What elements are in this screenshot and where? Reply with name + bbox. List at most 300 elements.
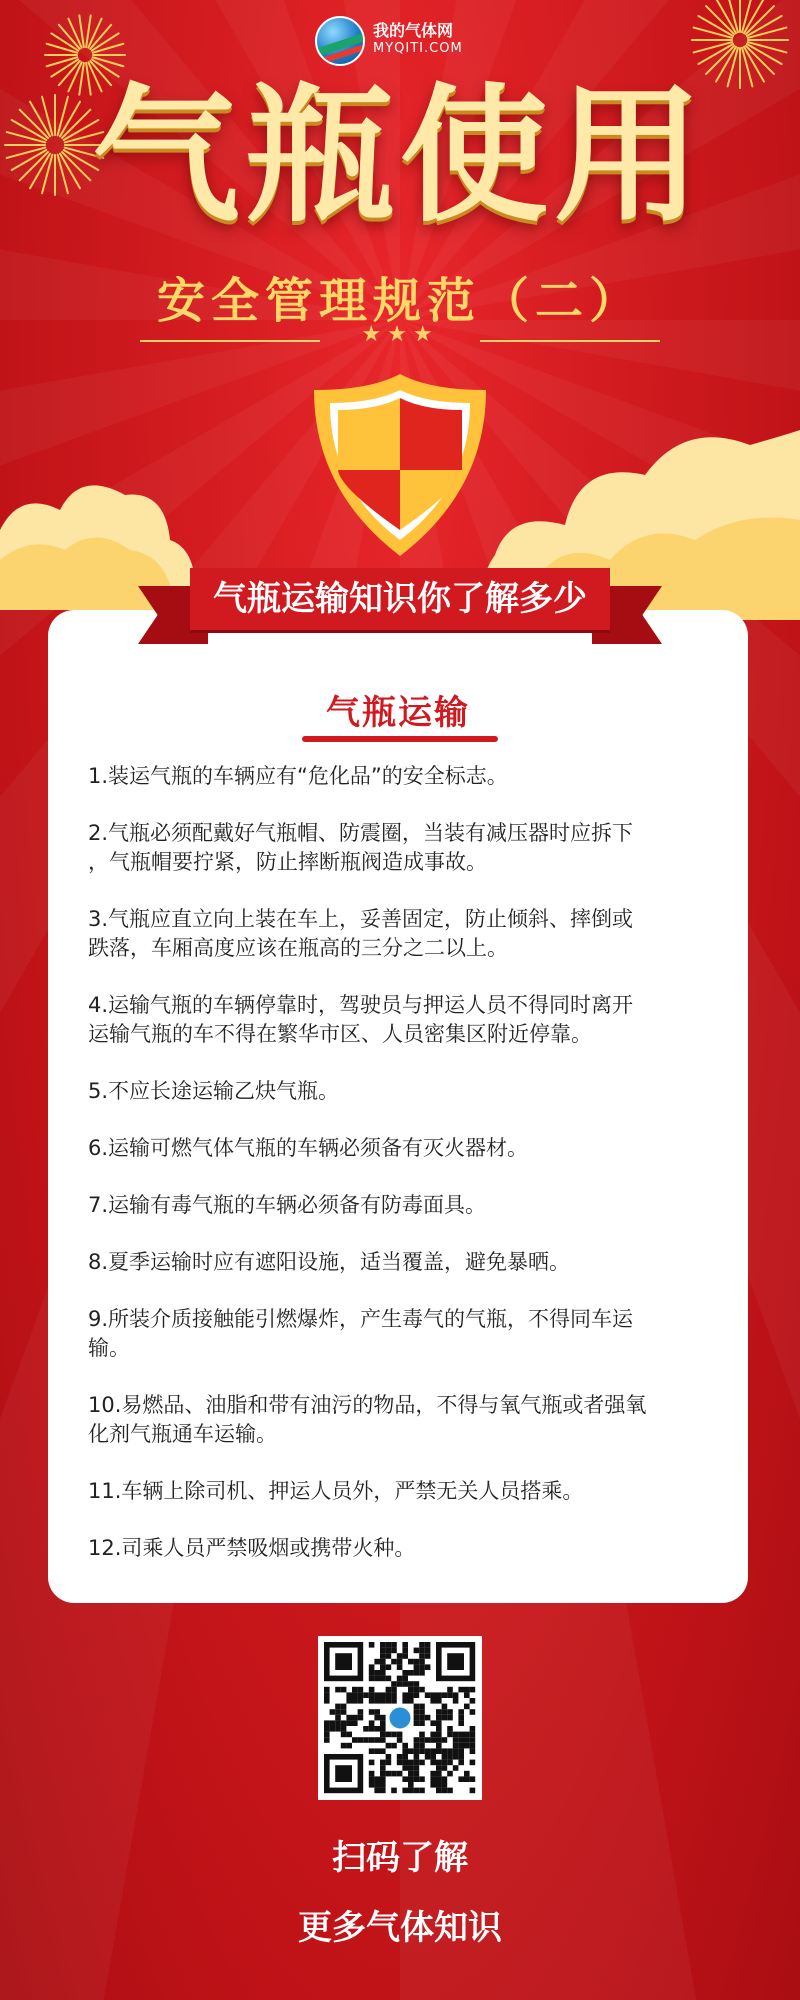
rule-line: 9.所装介质接触能引燃爆炸，产生毒气的气瓶，不得同车运 [88,1307,634,1331]
qr-module [408,1748,414,1754]
qr-module [380,1664,386,1670]
qr-module [335,1720,341,1726]
qr-module [458,1743,464,1749]
rule-item [88,819,728,877]
qr-module [369,1664,375,1670]
qr-module [369,1698,375,1704]
qr-module [346,1720,352,1726]
qr-module [391,1743,397,1749]
qr-module [414,1670,420,1676]
rule-line: 运输气瓶的车不得在繁华市区、人员密集区附近停靠。 [88,1022,592,1046]
qr-module [436,1715,442,1721]
qr-module [397,1737,403,1743]
qr-module [430,1692,436,1698]
qr-module [464,1704,470,1710]
qr-module [380,1776,386,1782]
page-title: 气瓶使用 [92,68,708,242]
qr-module [408,1782,414,1788]
qr-module [414,1765,420,1771]
qr-module [380,1737,386,1743]
qr-module [386,1698,392,1704]
qr-module [436,1748,442,1754]
qr-module [374,1698,380,1704]
qr-module [458,1754,464,1760]
qr-module [453,1698,459,1704]
qr-module [380,1670,386,1676]
qr-module [397,1681,403,1687]
qr-module [470,1698,476,1704]
firework-spark [746,6,774,34]
qr-module [402,1698,408,1704]
cta-line-1: 扫码了解 [332,1838,468,1878]
qr-module [419,1704,425,1710]
qr-module [341,1732,347,1738]
qr-module [436,1760,442,1766]
qr-module [414,1748,420,1754]
rule-line: 输。 [88,1336,130,1360]
rule-line: 2.气瓶必须配戴好气瓶帽、防震圈，当装有减压器时应拆下 [88,821,634,845]
qr-module [425,1692,431,1698]
qr-module [397,1771,403,1777]
rule-line: 4.运输气瓶的车辆停靠时，驾驶员与押运人员不得同时离开 [88,993,634,1017]
qr-module [464,1692,470,1698]
qr-module [386,1664,392,1670]
qr-module [464,1776,470,1782]
qr-module [374,1748,380,1754]
qr-module [414,1754,420,1760]
qr-module [374,1737,380,1743]
qr-module [330,1709,336,1715]
qr-module [419,1737,425,1743]
qr-module [374,1776,380,1782]
qr-module [436,1788,442,1794]
qr-module [402,1670,408,1676]
qr-module [346,1732,352,1738]
qr-module [408,1681,414,1687]
qr-module [369,1782,375,1788]
qr-module [352,1720,358,1726]
qr-module [369,1687,375,1693]
qr-module [430,1732,436,1738]
qr-module [430,1748,436,1754]
qr-module [425,1653,431,1659]
qr-module [380,1771,386,1777]
qr-module [470,1743,476,1749]
rule-line: 11.车辆上除司机、押运人员外，严禁无关人员搭乘。 [88,1479,584,1503]
qr-module [374,1676,380,1682]
rule-item [88,905,728,963]
qr-module [391,1687,397,1693]
qr-module [419,1670,425,1676]
qr-module [442,1776,448,1782]
qr-module [380,1748,386,1754]
globe-logo-icon [315,16,365,66]
qr-module [341,1687,347,1693]
qr-module [374,1782,380,1788]
qr-module [470,1760,476,1766]
ribbon-label: 气瓶运输知识你了解多少 [213,579,587,619]
qr-module [391,1698,397,1704]
qr-module [425,1715,431,1721]
qr-module [408,1776,414,1782]
qr-module [442,1748,448,1754]
qr-module [447,1760,453,1766]
qr-module [408,1670,414,1676]
qr-module [330,1720,336,1726]
rule-line: 8.夏季运输时应有遮阳设施，适当覆盖，避免暴晒。 [88,1250,571,1274]
qr-module [453,1743,459,1749]
firework-spark [706,6,734,34]
qr-module [453,1732,459,1738]
qr-module [402,1754,408,1760]
qr-module [419,1788,425,1794]
qr-module [397,1664,403,1670]
qr-module [414,1715,420,1721]
qr-module [458,1732,464,1738]
qr-module [397,1754,403,1760]
qr-module [324,1698,330,1704]
qr-module [346,1715,352,1721]
qr-module [414,1648,420,1654]
qr-module [386,1760,392,1766]
qr-module [363,1726,369,1732]
qr-module [380,1732,386,1738]
qr-module [419,1743,425,1749]
qr-module [447,1709,453,1715]
qr-module [358,1715,364,1721]
qr-module [358,1687,364,1693]
qr-module [436,1782,442,1788]
qr-module [470,1687,476,1693]
qr-module [397,1732,403,1738]
qr-module [470,1776,476,1782]
qr-module [358,1709,364,1715]
qr-module [442,1754,448,1760]
qr-module [402,1765,408,1771]
qr-module [414,1692,420,1698]
qr-module [419,1659,425,1665]
rule-line: 跌落，车厢高度应该在瓶高的三分之二以上。 [88,936,508,960]
qr-module [430,1760,436,1766]
qr-module [458,1687,464,1693]
qr-module [419,1648,425,1654]
qr-module [402,1788,408,1794]
qr-module [386,1687,392,1693]
qr-module [419,1709,425,1715]
qr-module [414,1681,420,1687]
qr-module [391,1692,397,1698]
qr-module [436,1698,442,1704]
qr-module [447,1732,453,1738]
shield-icon [310,370,490,560]
qr-module [453,1765,459,1771]
qr-finder [335,1765,352,1782]
page-subtitle: 安全管理规范（二） [156,273,643,329]
qr-module [402,1676,408,1682]
qr-module [436,1726,442,1732]
qr-module [458,1709,464,1715]
rule-item [88,1134,728,1163]
qr-module [352,1698,358,1704]
qr-module [391,1642,397,1648]
qr-module [341,1726,347,1732]
qr-module [414,1776,420,1782]
rule-item [88,1305,728,1363]
qr-module [369,1760,375,1766]
qr-module [324,1732,330,1738]
qr-module [369,1720,375,1726]
qr-module [447,1771,453,1777]
qr-module [408,1765,414,1771]
qr-module [358,1698,364,1704]
qr-module [419,1760,425,1766]
qr-module [408,1692,414,1698]
ribbon-banner [190,568,610,642]
qr-module [391,1648,397,1654]
rules-list [88,762,728,1563]
qr-module [447,1726,453,1732]
qr-module [369,1737,375,1743]
qr-module [386,1771,392,1777]
logo-name: 我的气体网 [373,21,454,40]
qr-module [419,1748,425,1754]
qr-finder [447,1653,464,1670]
rule-line: 12.司乘人员严禁吸烟或携带火种。 [88,1536,416,1560]
qr-module [380,1698,386,1704]
logo-url: MYQITI.COM [373,41,463,56]
qr-module [447,1692,453,1698]
qr-module [425,1754,431,1760]
qr-module [414,1659,420,1665]
rule-line: 5.不应长途运输乙炔气瓶。 [88,1079,340,1103]
qr-module [324,1720,330,1726]
qr-finder [335,1653,352,1670]
qr-module [419,1664,425,1670]
qr-module [430,1720,436,1726]
stars-decoration: ★★★ [361,322,439,347]
qr-module [414,1664,420,1670]
qr-module [352,1737,358,1743]
qr-module [369,1642,375,1648]
qr-logo [388,1706,412,1730]
rule-line: 1.装运气瓶的车辆应有“危化品”的安全标志。 [88,764,508,788]
qr-module [430,1754,436,1760]
qr-module [324,1737,330,1743]
qr-module [442,1760,448,1766]
qr-module [386,1648,392,1654]
rule-item [88,1391,728,1449]
qr-module [425,1642,431,1648]
logo [315,14,495,66]
qr-module [352,1692,358,1698]
qr-module [442,1765,448,1771]
qr-module [335,1726,341,1732]
rule-item [88,762,728,791]
qr-module [414,1709,420,1715]
qr-module [402,1743,408,1749]
qr-module [425,1737,431,1743]
qr-module [408,1771,414,1777]
qr-module [470,1726,476,1732]
section-underline [302,736,498,742]
qr-module [335,1709,341,1715]
rule-item [88,1534,728,1563]
qr-module [369,1692,375,1698]
qr-module [391,1788,397,1794]
qr-module [374,1788,380,1794]
qr-module [442,1704,448,1710]
rule-item [88,1077,728,1106]
rule-item [88,1191,728,1220]
qr-module [386,1653,392,1659]
qr-module [374,1692,380,1698]
qr-module [352,1687,358,1693]
qr-module [470,1788,476,1794]
qr-module [391,1732,397,1738]
qr-module [470,1709,476,1715]
qr-module [436,1737,442,1743]
qr-module [430,1776,436,1782]
qr-module [470,1732,476,1738]
qr-module [374,1709,380,1715]
qr-module [453,1737,459,1743]
rule-item [88,1477,728,1506]
qr-module [369,1776,375,1782]
qr-module [408,1698,414,1704]
qr-module [386,1743,392,1749]
qr-module [464,1771,470,1777]
qr-module [402,1648,408,1654]
qr-module [335,1687,341,1693]
qr-module [346,1743,352,1749]
qr-module [436,1771,442,1777]
qr-module [447,1748,453,1754]
qr-module [402,1776,408,1782]
qr-module [391,1659,397,1665]
qr-module [430,1737,436,1743]
qr-module [369,1670,375,1676]
qr-module [397,1659,403,1665]
qr-module [363,1692,369,1698]
qr-module [324,1726,330,1732]
qr-module [464,1743,470,1749]
rule-item [88,991,728,1049]
qr-module [380,1692,386,1698]
qr-module [414,1760,420,1766]
qr-module [419,1653,425,1659]
qr-module [414,1687,420,1693]
qr-module [330,1726,336,1732]
qr-module [442,1788,448,1794]
qr-module [374,1726,380,1732]
rule-line: ，气瓶帽要拧紧，防止摔断瓶阀造成事故。 [88,850,487,874]
qr-module [414,1788,420,1794]
qr-module [402,1653,408,1659]
qr-code[interactable] [318,1636,482,1800]
qr-module [464,1732,470,1738]
qr-module [402,1642,408,1648]
qr-module [430,1698,436,1704]
qr-module [369,1748,375,1754]
qr-module [341,1743,347,1749]
qr-module [419,1715,425,1721]
qr-module [408,1760,414,1766]
qr-module [408,1788,414,1794]
qr-module [414,1771,420,1777]
rule-item [88,1248,728,1277]
qr-module [380,1642,386,1648]
qr-module [374,1715,380,1721]
qr-module [447,1715,453,1721]
qr-module [380,1653,386,1659]
qr-module [442,1737,448,1743]
qr-module [436,1692,442,1698]
qr-module [419,1776,425,1782]
qr-module [380,1715,386,1721]
qr-module [442,1715,448,1721]
rule-line: 3.气瓶应直立向上装在车上，妥善固定，防止倾斜、摔倒或 [88,907,634,931]
qr-module [380,1760,386,1766]
qr-module [436,1743,442,1749]
qr-module [436,1776,442,1782]
qr-module [397,1760,403,1766]
qr-module [414,1720,420,1726]
qr-module [414,1743,420,1749]
qr-module [425,1748,431,1754]
qr-module [402,1760,408,1766]
qr-module [414,1737,420,1743]
qr-module [436,1732,442,1738]
qr-module [324,1687,330,1693]
qr-module [386,1642,392,1648]
qr-module [470,1737,476,1743]
qr-module [374,1670,380,1676]
qr-module [430,1782,436,1788]
qr-module [397,1653,403,1659]
qr-module [436,1720,442,1726]
qr-module [335,1704,341,1710]
qr-module [408,1687,414,1693]
qr-module [391,1771,397,1777]
qr-code-icon [318,1636,482,1800]
qr-module [442,1709,448,1715]
qr-module [346,1698,352,1704]
qr-module [402,1748,408,1754]
qr-module [391,1681,397,1687]
qr-module [352,1715,358,1721]
qr-module [419,1642,425,1648]
qr-module [380,1788,386,1794]
qr-module [458,1760,464,1766]
qr-module [447,1687,453,1693]
qr-module [408,1659,414,1665]
rule-line: 7.运输有毒气瓶的车辆必须备有防毒面具。 [88,1193,487,1217]
qr-module [380,1676,386,1682]
qr-module [419,1720,425,1726]
qr-module [430,1771,436,1777]
qr-module [442,1692,448,1698]
cta-line-2: 更多气体知识 [298,1908,502,1948]
qr-module [358,1737,364,1743]
qr-module [380,1648,386,1654]
rule-line: 10.易燃品、油脂和带有油污的物品，不得与氧气瓶或者强氧 [88,1393,647,1417]
qr-module [341,1709,347,1715]
qr-module [453,1754,459,1760]
qr-module [442,1782,448,1788]
qr-module [335,1715,341,1721]
qr-module [453,1692,459,1698]
qr-module [374,1659,380,1665]
